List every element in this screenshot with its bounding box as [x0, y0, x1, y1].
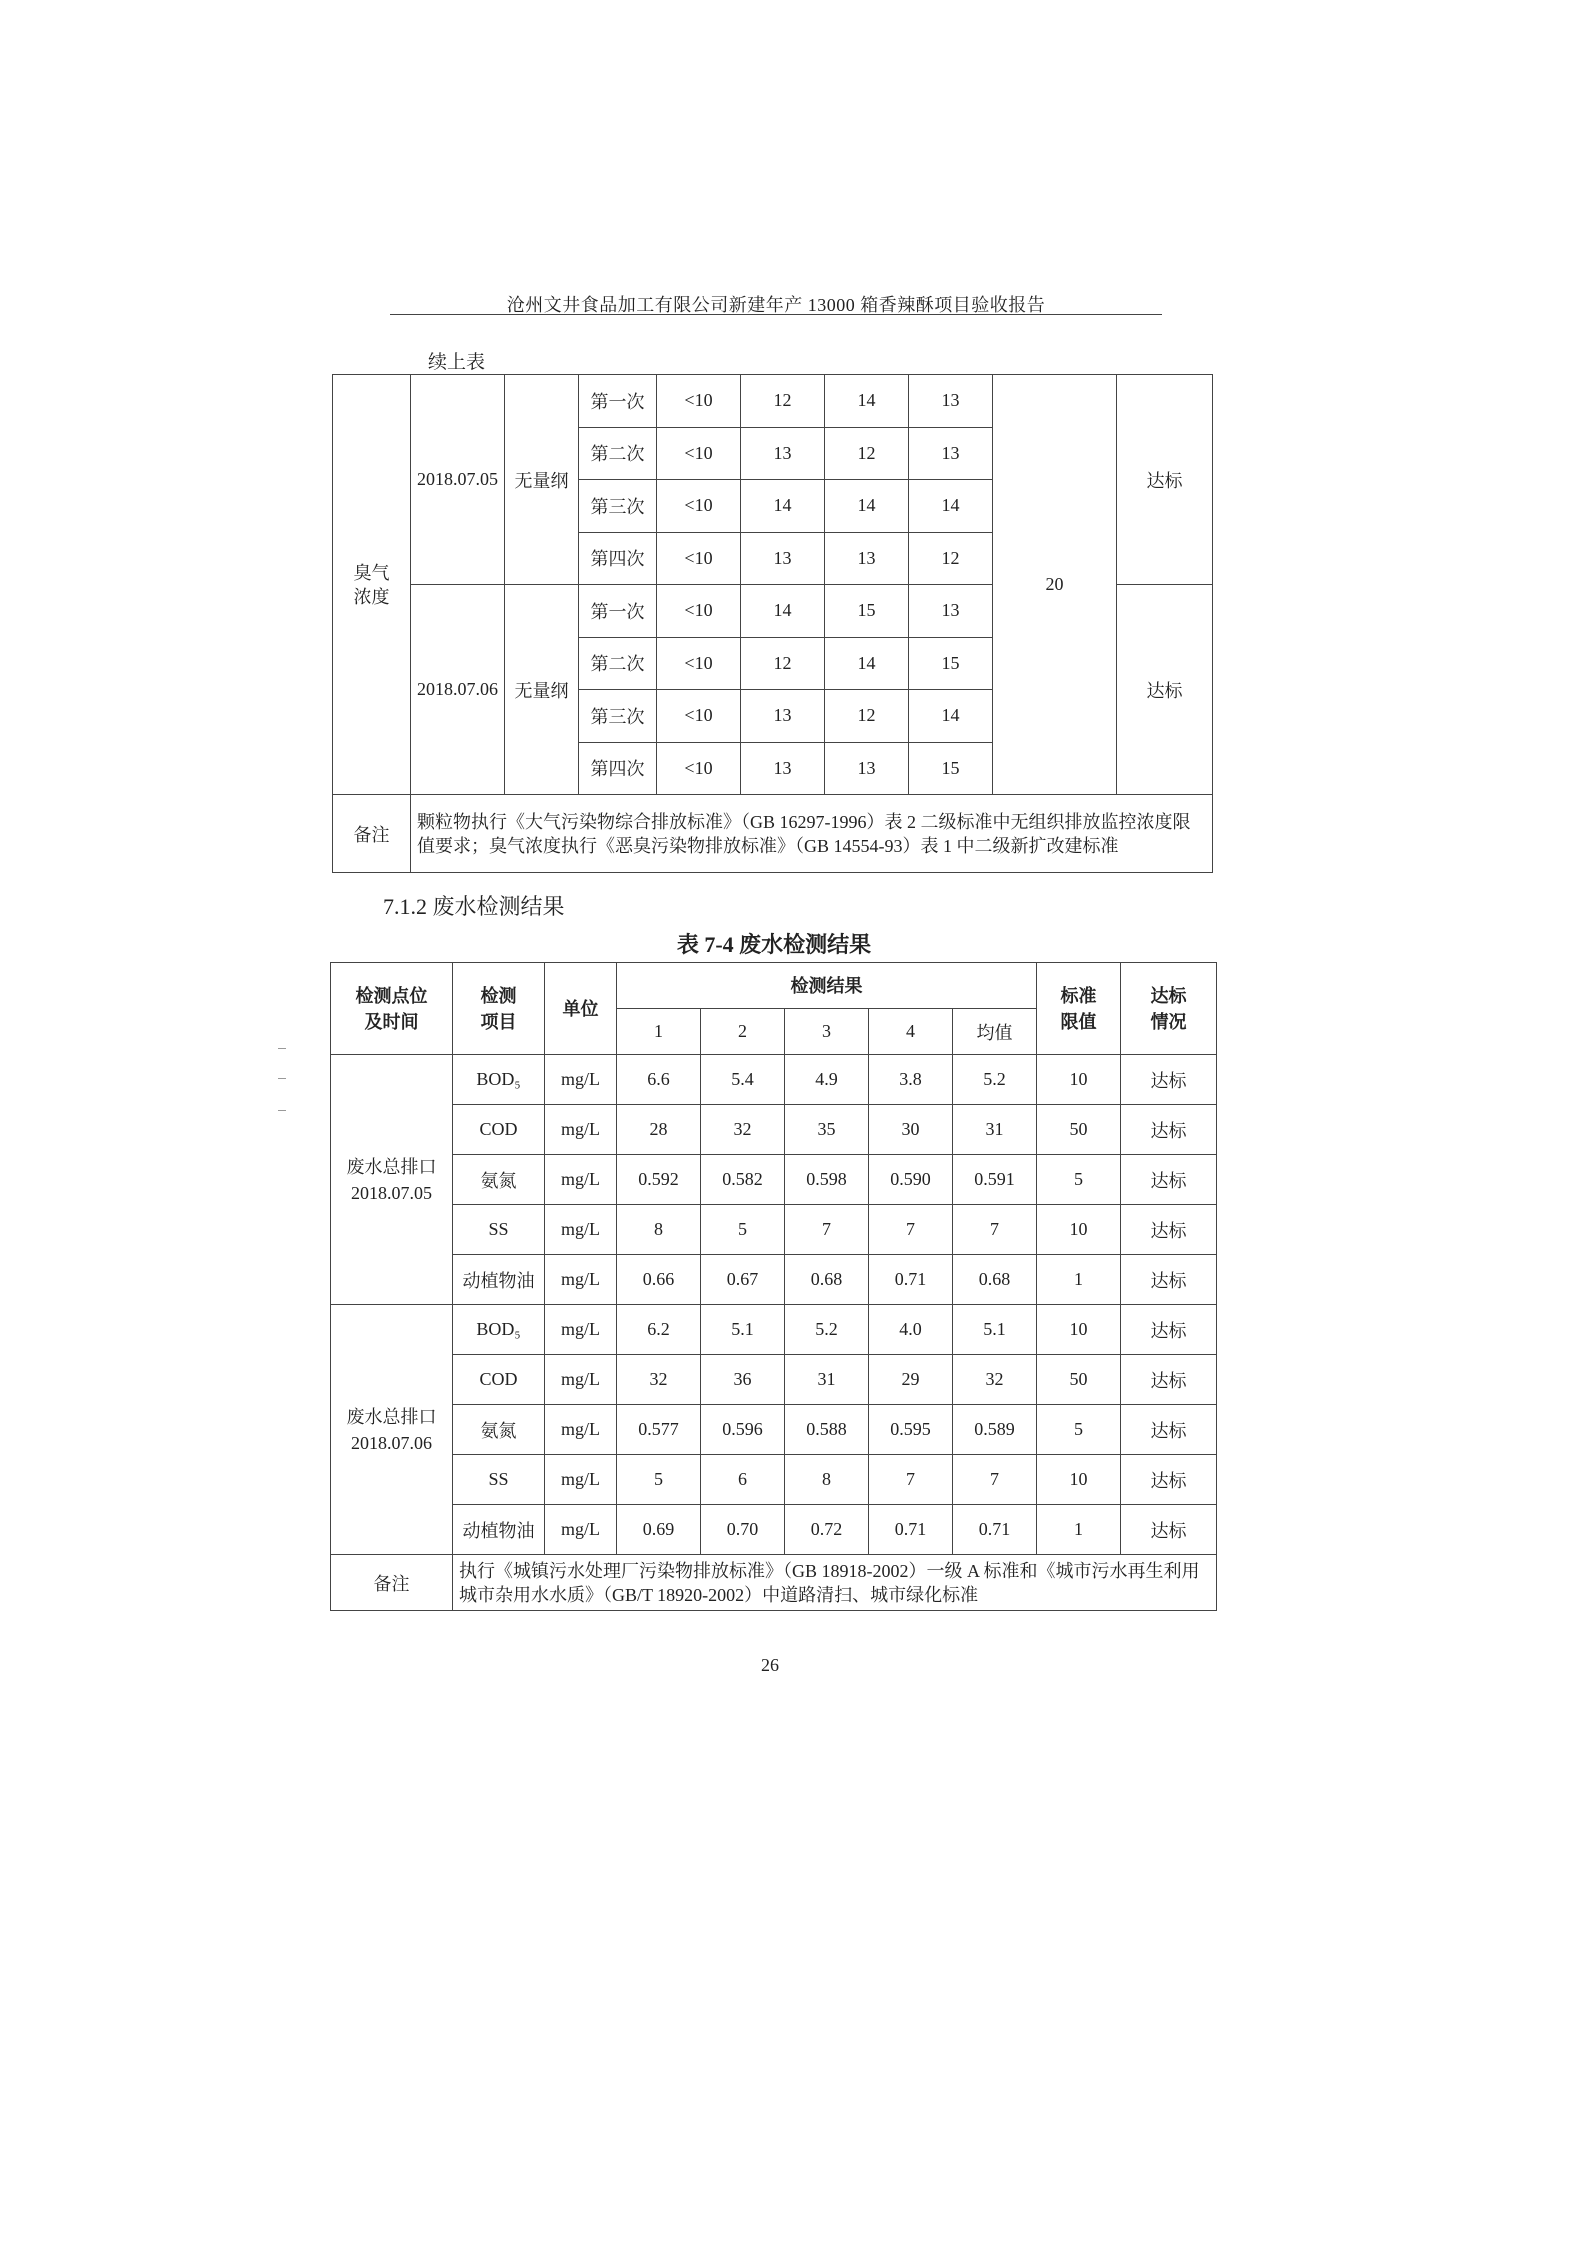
- odor-value: <10: [657, 375, 741, 428]
- odor-value: <10: [657, 690, 741, 743]
- limit-cell: 1: [1037, 1255, 1121, 1305]
- value-cell: 29: [869, 1355, 953, 1405]
- average-cell: 0.589: [953, 1405, 1037, 1455]
- item-cell: COD: [453, 1355, 545, 1405]
- value-cell: 0.71: [869, 1255, 953, 1305]
- average-cell: 0.68: [953, 1255, 1037, 1305]
- limit-cell: 50: [1037, 1105, 1121, 1155]
- odor-round-label: 第一次: [579, 375, 657, 428]
- odor-value: 13: [741, 742, 825, 795]
- odor-round-label: 第四次: [579, 532, 657, 585]
- scan-margin-mark: [278, 1110, 286, 1111]
- value-cell: 0.598: [785, 1155, 869, 1205]
- unit-cell: mg/L: [545, 1305, 617, 1355]
- table-continued-caption: 续上表: [428, 352, 486, 373]
- scan-margin-mark: [278, 1078, 286, 1079]
- value-cell: 7: [785, 1205, 869, 1255]
- value-cell: 5.1: [701, 1305, 785, 1355]
- value-cell: 4.0: [869, 1305, 953, 1355]
- header-unit: 单位: [545, 963, 617, 1055]
- average-cell: 5.2: [953, 1055, 1037, 1105]
- item-cell: 动植物油: [453, 1255, 545, 1305]
- value-cell: 0.577: [617, 1405, 701, 1455]
- table-row: [331, 1355, 1217, 1405]
- value-cell: 0.596: [701, 1405, 785, 1455]
- odor-value: 12: [825, 690, 909, 743]
- unit-cell: mg/L: [545, 1155, 617, 1205]
- unit-cell: mg/L: [545, 1355, 617, 1405]
- status-cell: 达标: [1121, 1505, 1217, 1555]
- table-row: [331, 1105, 1217, 1155]
- item-cell: BOD₅: [453, 1055, 545, 1105]
- header-sample-3: 3: [785, 1009, 869, 1055]
- odor-round-label: 第四次: [579, 742, 657, 795]
- value-cell: 5: [701, 1205, 785, 1255]
- page-number: 26: [761, 1655, 779, 1675]
- status-cell: 达标: [1121, 1105, 1217, 1155]
- item-cell: BOD₅: [453, 1305, 545, 1355]
- odor-unit-cell: 无量纲: [505, 585, 579, 795]
- average-cell: 7: [953, 1455, 1037, 1505]
- status-cell: 达标: [1121, 1155, 1217, 1205]
- value-cell: 31: [785, 1355, 869, 1405]
- odor-value: 15: [825, 585, 909, 638]
- odor-round-label: 第二次: [579, 427, 657, 480]
- odor-result-cell: 达标: [1117, 375, 1213, 585]
- odor-round-label: 第三次: [579, 690, 657, 743]
- value-cell: 0.67: [701, 1255, 785, 1305]
- status-cell: 达标: [1121, 1055, 1217, 1105]
- value-cell: 0.72: [785, 1505, 869, 1555]
- unit-cell: mg/L: [545, 1105, 617, 1155]
- header-results: 检测结果: [617, 963, 1037, 1009]
- odor-value: 14: [825, 637, 909, 690]
- limit-cell: 10: [1037, 1455, 1121, 1505]
- unit-cell: mg/L: [545, 1405, 617, 1455]
- value-cell: 0.66: [617, 1255, 701, 1305]
- unit-cell: mg/L: [545, 1205, 617, 1255]
- odor-date-cell: 2018.07.06: [411, 585, 505, 795]
- header-status: 达标情况: [1121, 963, 1217, 1055]
- table-row: [331, 1505, 1217, 1555]
- odor-value: 12: [825, 427, 909, 480]
- table-row: [331, 1155, 1217, 1205]
- value-cell: 0.69: [617, 1505, 701, 1555]
- water-note-label: 备注: [331, 1555, 453, 1611]
- location-cell: 废水总排口 2018.07.05: [331, 1055, 453, 1305]
- wastewater-results-table: [330, 962, 1217, 1611]
- value-cell: 5.2: [785, 1305, 869, 1355]
- header-sample-1: 1: [617, 1009, 701, 1055]
- item-cell: COD: [453, 1105, 545, 1155]
- value-cell: 7: [869, 1455, 953, 1505]
- value-cell: 0.592: [617, 1155, 701, 1205]
- header-location: 检测点位及时间: [331, 963, 453, 1055]
- odor-value: 13: [909, 427, 993, 480]
- value-cell: 7: [869, 1205, 953, 1255]
- item-cell: 氨氮: [453, 1405, 545, 1455]
- odor-value: 13: [909, 585, 993, 638]
- table-row: [331, 1055, 1217, 1105]
- average-cell: 31: [953, 1105, 1037, 1155]
- status-cell: 达标: [1121, 1355, 1217, 1405]
- value-cell: 0.582: [701, 1155, 785, 1205]
- odor-round-label: 第一次: [579, 585, 657, 638]
- odor-value: <10: [657, 585, 741, 638]
- odor-round-label: 第二次: [579, 637, 657, 690]
- unit-cell: mg/L: [545, 1055, 617, 1105]
- value-cell: 28: [617, 1105, 701, 1155]
- item-cell: SS: [453, 1205, 545, 1255]
- value-cell: 0.595: [869, 1405, 953, 1455]
- limit-cell: 10: [1037, 1205, 1121, 1255]
- value-cell: 8: [617, 1205, 701, 1255]
- water-note-text: 执行《城镇污水处理厂污染物排放标准》（GB 18918-2002）一级 A 标准和《城市污水再生利用 城市杂用水水质》（GB/T 18920-2002）中道路清扫、城市绿化标准: [453, 1555, 1217, 1611]
- table-title: 表 7-4 废水检测结果: [676, 932, 872, 957]
- value-cell: 0.71: [869, 1505, 953, 1555]
- value-cell: 35: [785, 1105, 869, 1155]
- odor-value: 14: [909, 690, 993, 743]
- value-cell: 36: [701, 1355, 785, 1405]
- odor-limit-cell: 20: [993, 375, 1117, 795]
- header-limit: 标准限值: [1037, 963, 1121, 1055]
- odor-value: 14: [741, 480, 825, 533]
- limit-cell: 10: [1037, 1305, 1121, 1355]
- odor-value: 13: [741, 532, 825, 585]
- odor-value: 13: [741, 427, 825, 480]
- value-cell: 3.8: [869, 1055, 953, 1105]
- header-sample-2: 2: [701, 1009, 785, 1055]
- odor-value: 13: [741, 690, 825, 743]
- odor-value: 12: [909, 532, 993, 585]
- odor-note-label: 备注: [333, 795, 411, 873]
- status-cell: 达标: [1121, 1255, 1217, 1305]
- value-cell: 8: [785, 1455, 869, 1505]
- limit-cell: 5: [1037, 1405, 1121, 1455]
- table-row: [331, 1255, 1217, 1305]
- odor-value: 13: [909, 375, 993, 428]
- average-cell: 0.71: [953, 1505, 1037, 1555]
- odor-value: 13: [825, 742, 909, 795]
- value-cell: 5: [617, 1455, 701, 1505]
- item-cell: 动植物油: [453, 1505, 545, 1555]
- document-header: 沧州文井食品加工有限公司新建年产 13000 箱香辣酥项目验收报告: [506, 295, 1046, 315]
- odor-concentration-table: [332, 374, 1213, 873]
- header-item: 检测项目: [453, 963, 545, 1055]
- value-cell: 6.6: [617, 1055, 701, 1105]
- odor-value: 12: [741, 637, 825, 690]
- value-cell: 4.9: [785, 1055, 869, 1105]
- scan-margin-mark: [278, 1048, 286, 1049]
- odor-note-text: 颗粒物执行《大气污染物综合排放标准》（GB 16297-1996）表 2 二级标准中无组织排放监控浓度限值要求；臭气浓度执行《恶臭污染物排放标准》（GB 14554-93）表 1 中二级新扩改建标准: [411, 795, 1213, 873]
- odor-value: <10: [657, 742, 741, 795]
- status-cell: 达标: [1121, 1405, 1217, 1455]
- header-rule: [390, 314, 1162, 315]
- odor-value: 15: [909, 637, 993, 690]
- value-cell: 0.590: [869, 1155, 953, 1205]
- unit-cell: mg/L: [545, 1455, 617, 1505]
- limit-cell: 1: [1037, 1505, 1121, 1555]
- average-cell: 0.591: [953, 1155, 1037, 1205]
- odor-result-cell: 达标: [1117, 585, 1213, 795]
- table-row: [331, 1405, 1217, 1455]
- odor-unit-cell: 无量纲: [505, 375, 579, 585]
- value-cell: 6: [701, 1455, 785, 1505]
- value-cell: 32: [701, 1105, 785, 1155]
- header-sample-4: 4: [869, 1009, 953, 1055]
- unit-cell: mg/L: [545, 1505, 617, 1555]
- table-row: [331, 1455, 1217, 1505]
- table-row: [331, 1305, 1217, 1355]
- odor-value: 14: [825, 375, 909, 428]
- odor-value: <10: [657, 480, 741, 533]
- value-cell: 32: [617, 1355, 701, 1405]
- section-heading: 7.1.2 废水检测结果: [383, 894, 565, 919]
- odor-value: <10: [657, 427, 741, 480]
- odor-value: 12: [741, 375, 825, 428]
- odor-round-label: 第三次: [579, 480, 657, 533]
- value-cell: 0.588: [785, 1405, 869, 1455]
- value-cell: 0.68: [785, 1255, 869, 1305]
- limit-cell: 5: [1037, 1155, 1121, 1205]
- unit-cell: mg/L: [545, 1255, 617, 1305]
- value-cell: 6.2: [617, 1305, 701, 1355]
- status-cell: 达标: [1121, 1305, 1217, 1355]
- location-cell: 废水总排口 2018.07.06: [331, 1305, 453, 1555]
- item-cell: 氨氮: [453, 1155, 545, 1205]
- odor-date-cell: 2018.07.05: [411, 375, 505, 585]
- header-average: 均值: [953, 1009, 1037, 1055]
- average-cell: 32: [953, 1355, 1037, 1405]
- value-cell: 5.4: [701, 1055, 785, 1105]
- average-cell: 7: [953, 1205, 1037, 1255]
- limit-cell: 10: [1037, 1055, 1121, 1105]
- odor-value: 14: [741, 585, 825, 638]
- value-cell: 0.70: [701, 1505, 785, 1555]
- average-cell: 5.1: [953, 1305, 1037, 1355]
- odor-value: 13: [825, 532, 909, 585]
- value-cell: 30: [869, 1105, 953, 1155]
- odor-value: 15: [909, 742, 993, 795]
- odor-value: <10: [657, 532, 741, 585]
- odor-value: 14: [909, 480, 993, 533]
- item-cell: SS: [453, 1455, 545, 1505]
- odor-item-cell: 臭气浓度: [333, 375, 411, 795]
- status-cell: 达标: [1121, 1205, 1217, 1255]
- odor-value: 14: [825, 480, 909, 533]
- odor-value: <10: [657, 637, 741, 690]
- status-cell: 达标: [1121, 1455, 1217, 1505]
- limit-cell: 50: [1037, 1355, 1121, 1405]
- table-row: [331, 1205, 1217, 1255]
